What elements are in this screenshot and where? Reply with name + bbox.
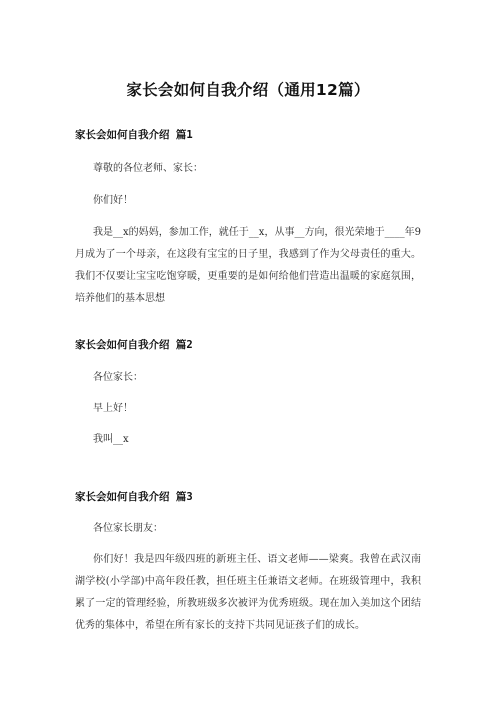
section-2-paragraph-2: 早上好！ <box>93 403 133 414</box>
section-3-paragraph-1: 各位家长朋友： <box>93 523 163 534</box>
document-title: 家长会如何自我介绍（通用12篇） <box>126 81 370 99</box>
section-heading-3: 家长会如何自我介绍 篇3 <box>75 491 193 503</box>
section-1-paragraph-2: 你们好！ <box>93 195 133 206</box>
section-2-paragraph-1: 各位家长： <box>93 372 143 383</box>
section-1-paragraph-1: 尊敬的各位老师、家长： <box>93 163 203 174</box>
section-heading-1: 家长会如何自我介绍 篇1 <box>75 129 193 141</box>
section-1-paragraph-3: 我是__x的妈妈，参加工作，就任于__x，从事__方向，很光荣地于____年9月成为了一个母亲，在这段有宝宝的日子里，我感到了作为父母责任的重大。我们不仅要让宝宝吃饱穿暖，更重要的是如何给他们营造出温暖的家庭氛围，培养他们的基本思想 <box>75 227 421 304</box>
section-2-paragraph-3: 我叫__x <box>93 434 129 445</box>
section-heading-2: 家长会如何自我介绍 篇2 <box>75 339 193 351</box>
section-3-paragraph-2: 你们好！我是四年级四班的新班主任、语文老师——梁爽。我曾在武汉南湖学校(小学部)中高年段任教，担任班主任兼语文老师。在班级管理中，我积累了一定的管理经验，所教班级多次被评为优秀班级。现在加入美加这个团结优秀的集体中，希望在所有家长的支持下共同见证孩子们的成长。 <box>75 554 421 631</box>
